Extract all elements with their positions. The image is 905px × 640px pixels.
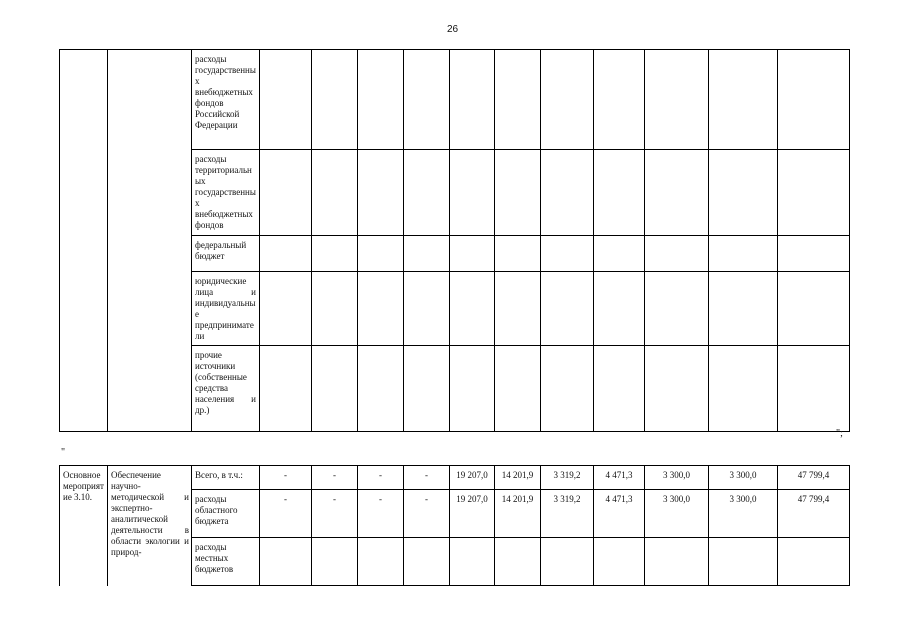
value-cell: [358, 50, 404, 150]
value-cell: 4 471,3: [594, 466, 645, 490]
value-cell: -: [404, 490, 450, 538]
value-cell: 19 207,0: [450, 490, 495, 538]
value-cell: [594, 538, 645, 586]
value-cell: [404, 538, 450, 586]
measure-code-cell: [60, 50, 108, 432]
value-cell: [450, 50, 495, 150]
funding-source-label: Всего, в т.ч.:: [192, 466, 260, 490]
value-cell: -: [358, 466, 404, 490]
funding-source-label: прочие источники (собственные средства населения и др.): [192, 346, 260, 432]
funding-table-continuation: [59, 49, 850, 432]
value-cell: 47 799,4: [778, 490, 850, 538]
value-cell: -: [260, 466, 312, 490]
value-cell: [645, 272, 709, 346]
value-cell: [541, 272, 594, 346]
value-cell: [404, 346, 450, 432]
value-cell: [495, 50, 541, 150]
value-cell: [450, 272, 495, 346]
value-cell: [260, 236, 312, 272]
value-cell: 3 319,2: [541, 466, 594, 490]
value-cell: [645, 150, 709, 236]
value-cell: [358, 150, 404, 236]
closing-quote: ";: [836, 428, 843, 439]
value-cell: [541, 150, 594, 236]
value-cell: 3 300,0: [645, 466, 709, 490]
value-cell: [594, 150, 645, 236]
value-cell: [495, 346, 541, 432]
value-cell: 4 471,3: [594, 490, 645, 538]
value-cell: [495, 236, 541, 272]
value-cell: [709, 236, 778, 272]
page-number: 26: [446, 24, 459, 35]
value-cell: [450, 346, 495, 432]
value-cell: [645, 236, 709, 272]
value-cell: [778, 272, 850, 346]
value-cell: [404, 272, 450, 346]
funding-source-label: федеральный бюджет: [192, 236, 260, 272]
value-cell: -: [358, 490, 404, 538]
value-cell: [709, 50, 778, 150]
value-cell: [495, 538, 541, 586]
value-cell: [312, 236, 358, 272]
value-cell: [358, 346, 404, 432]
value-cell: [260, 150, 312, 236]
value-cell: 19 207,0: [450, 466, 495, 490]
value-cell: [404, 150, 450, 236]
value-cell: [778, 50, 850, 150]
value-cell: 3 319,2: [541, 490, 594, 538]
value-cell: [450, 538, 495, 586]
funding-source-label: расходы государственных внебюджетных фондов Российской Федерации: [192, 50, 260, 150]
value-cell: [260, 538, 312, 586]
value-cell: [495, 272, 541, 346]
value-cell: [645, 50, 709, 150]
value-cell: -: [312, 490, 358, 538]
value-cell: [541, 538, 594, 586]
value-cell: 14 201,9: [495, 466, 541, 490]
value-cell: [541, 346, 594, 432]
value-cell: [260, 50, 312, 150]
value-cell: [358, 272, 404, 346]
value-cell: [594, 50, 645, 150]
value-cell: [404, 236, 450, 272]
value-cell: [358, 236, 404, 272]
value-cell: [594, 272, 645, 346]
value-cell: -: [312, 466, 358, 490]
value-cell: [450, 236, 495, 272]
value-cell: -: [260, 490, 312, 538]
value-cell: [312, 346, 358, 432]
measure-title-cell: Обеспечение научно-методической и экспертно-аналитической деятельности в области экологии и природ-: [108, 466, 192, 586]
value-cell: [778, 236, 850, 272]
value-cell: [541, 50, 594, 150]
value-cell: [645, 538, 709, 586]
value-cell: [495, 150, 541, 236]
value-cell: [709, 538, 778, 586]
value-cell: [778, 538, 850, 586]
value-cell: -: [404, 466, 450, 490]
value-cell: [709, 346, 778, 432]
value-cell: [778, 150, 850, 236]
value-cell: [358, 538, 404, 586]
value-cell: [312, 150, 358, 236]
value-cell: 3 300,0: [709, 490, 778, 538]
value-cell: 3 300,0: [709, 466, 778, 490]
value-cell: [312, 538, 358, 586]
value-cell: [312, 272, 358, 346]
funding-source-label: расходы местных бюджетов: [192, 538, 260, 586]
value-cell: [404, 50, 450, 150]
value-cell: [541, 236, 594, 272]
value-cell: [594, 236, 645, 272]
value-cell: [450, 150, 495, 236]
value-cell: 14 201,9: [495, 490, 541, 538]
value-cell: [645, 346, 709, 432]
opening-quote: ": [61, 447, 66, 458]
funding-table-measure-3-10: [59, 465, 850, 586]
value-cell: 3 300,0: [645, 490, 709, 538]
value-cell: [778, 346, 850, 432]
value-cell: [709, 150, 778, 236]
value-cell: [260, 346, 312, 432]
value-cell: [709, 272, 778, 346]
measure-title-cell: [108, 50, 192, 432]
measure-code-cell: Основное мероприятие 3.10.: [60, 466, 108, 586]
value-cell: 47 799,4: [778, 466, 850, 490]
table-row: [60, 466, 850, 490]
funding-source-label: расходы территориальных государственных внебюджетных фондов: [192, 150, 260, 236]
value-cell: [260, 272, 312, 346]
value-cell: [594, 346, 645, 432]
value-cell: [312, 50, 358, 150]
table-row: [60, 50, 850, 150]
funding-source-label: юридические лица и индивидуальные предприниматели: [192, 272, 260, 346]
funding-source-label: расходы областного бюджета: [192, 490, 260, 538]
